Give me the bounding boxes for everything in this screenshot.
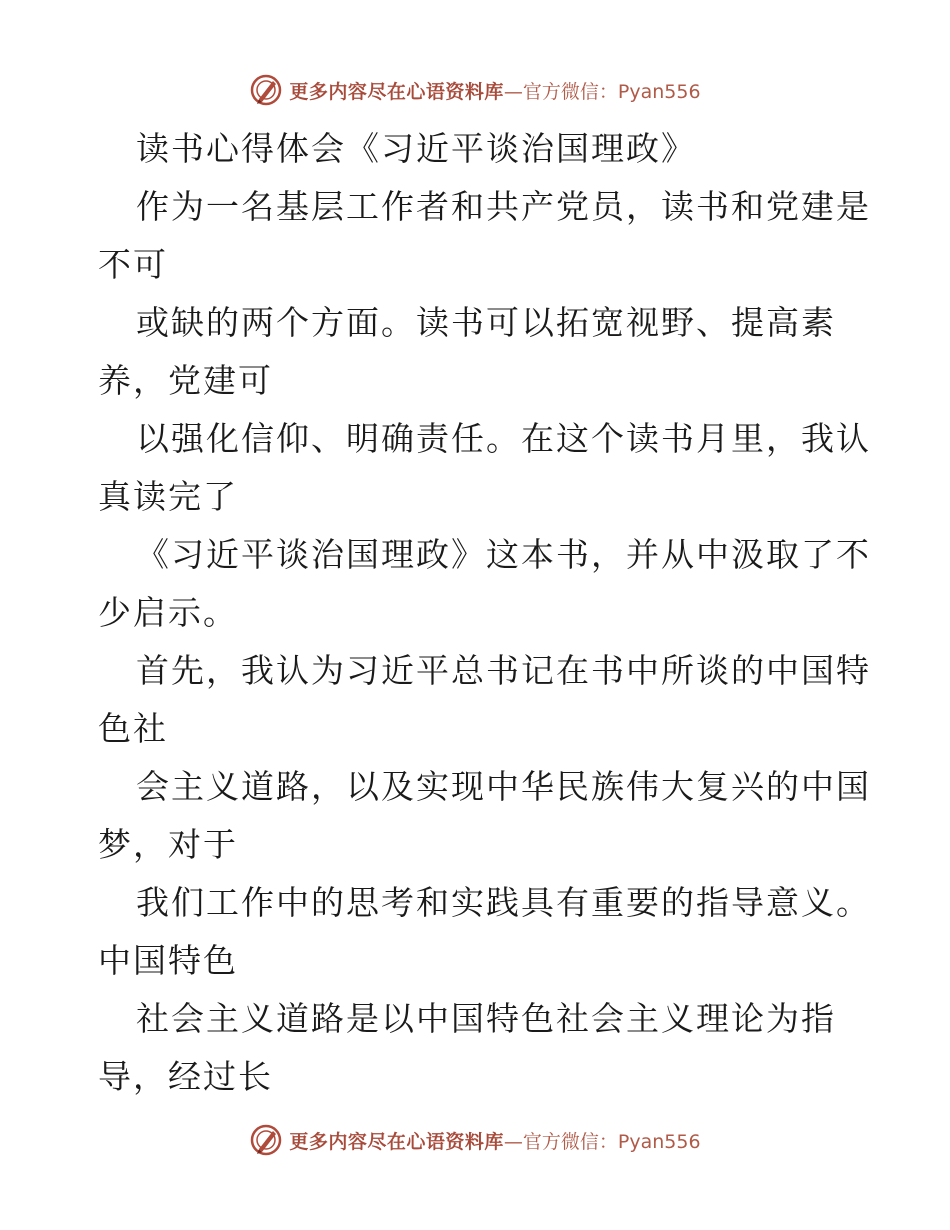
footer-watermark: [0, 1120, 950, 1160]
paragraph-line: 不可: [98, 245, 168, 284]
watermark-contact: —官方微信：Pyan556: [503, 80, 701, 103]
document-body: [98, 120, 871, 1106]
paragraph-line: 作为一名基层工作者和共产党员，读书和党建是: [136, 187, 871, 226]
paragraph-line: 养，党建可: [98, 361, 273, 400]
header-watermark: [0, 70, 950, 110]
paragraph-line: 会主义道路，以及实现中华民族伟大复兴的中国: [136, 767, 871, 806]
paragraph-line: 首先，我认为习近平总书记在书中所谈的中国特: [136, 651, 871, 690]
pen-logo-icon: [249, 73, 283, 107]
paragraph-line: 少启示。: [98, 593, 238, 632]
watermark-text: 更多内容尽在心语资料库: [289, 1130, 504, 1153]
paragraph-line: 社会主义道路是以中国特色社会主义理论为指: [136, 999, 836, 1038]
paragraph-line: 真读完了: [98, 477, 238, 516]
watermark-text: 更多内容尽在心语资料库: [289, 80, 504, 103]
document-title: 读书心得体会《习近平谈治国理政》: [136, 129, 696, 168]
paragraph-line: 导，经过长: [98, 1057, 273, 1096]
paragraph-line: 以强化信仰、明确责任。在这个读书月里，我认: [136, 419, 871, 458]
watermark-contact: —官方微信：Pyan556: [503, 1130, 701, 1153]
paragraph-line: 《习近平谈治国理政》这本书，并从中汲取了不: [136, 535, 871, 574]
paragraph-line: 中国特色: [98, 941, 238, 980]
paragraph-line: 梦，对于: [98, 825, 238, 864]
paragraph-line: 或缺的两个方面。读书可以拓宽视野、提高素: [136, 303, 836, 342]
pen-logo-icon: [249, 1123, 283, 1157]
paragraph-line: 我们工作中的思考和实践具有重要的指导意义。: [136, 883, 871, 922]
paragraph-line: 色社: [98, 709, 168, 748]
